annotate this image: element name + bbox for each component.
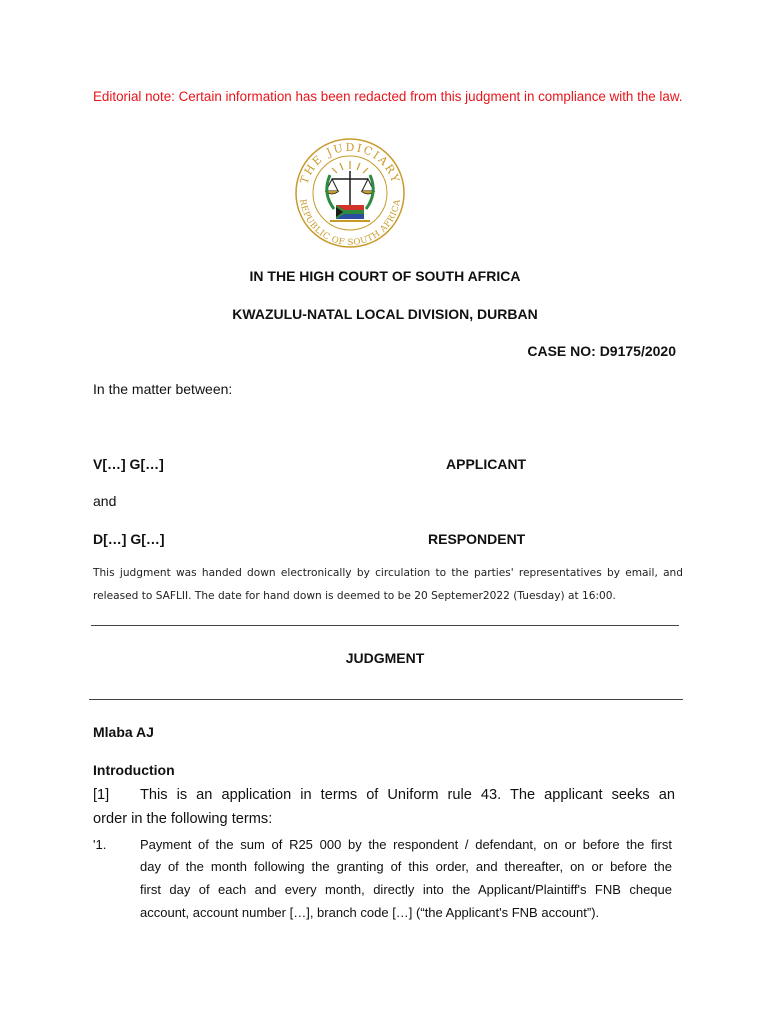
respondent-role: RESPONDENT bbox=[428, 531, 526, 547]
svg-text:REPUBLIC OF SOUTH AFRICA: REPUBLIC OF SOUTH AFRICA bbox=[297, 198, 403, 249]
paragraph-1-line-1: This is an application in terms of Uniform rule 43. The applicant seeks an bbox=[140, 787, 675, 803]
court-title: IN THE HIGH COURT OF SOUTH AFRICA bbox=[249, 268, 521, 284]
divider-bottom bbox=[89, 699, 683, 700]
respondent-name: D[…] G[…] bbox=[93, 531, 165, 547]
item-1-line-4: account, account number […], branch code […] (“the Applicant's FNB account”). bbox=[140, 905, 600, 920]
item-1-number: '1. bbox=[93, 837, 107, 852]
editorial-note: Editorial note: Certain information has been redacted from this judgment in compliance with the law. bbox=[93, 89, 683, 104]
applicant-role: APPLICANT bbox=[446, 456, 527, 472]
division-title: KWAZULU-NATAL LOCAL DIVISION, DURBAN bbox=[232, 306, 538, 322]
judgment-heading: JUDGMENT bbox=[345, 650, 425, 666]
item-1-line-3: first day of each and every month, directly into the Applicant/Plaintiff's FNB cheque bbox=[140, 882, 672, 897]
divider-top bbox=[91, 625, 679, 626]
case-number: CASE NO: D9175/2020 bbox=[527, 343, 676, 359]
paragraph-1-line-2: order in the following terms: bbox=[93, 811, 273, 827]
handed-down-line-2: released to SAFLII. The date for hand down is deemed to be 20 Septemer2022 (Tuesday) at 16:00. bbox=[93, 590, 616, 602]
applicant-name: V[…] G[…] bbox=[93, 456, 164, 472]
and-text: and bbox=[93, 493, 117, 509]
item-1-line-2: day of the month following the granting of this order, and thereafter, on or before the bbox=[140, 859, 672, 874]
section-heading: Introduction bbox=[93, 762, 175, 778]
paragraph-1-number: [1] bbox=[93, 787, 110, 803]
item-1-line-1: Payment of the sum of R25 000 by the respondent / defendant, on or before the first bbox=[140, 837, 672, 852]
judge-name: Mlaba AJ bbox=[93, 724, 154, 740]
matter-between: In the matter between: bbox=[93, 381, 233, 397]
handed-down-line-1: This judgment was handed down electronically by circulation to the parties' representatives by email, and bbox=[93, 567, 683, 579]
judiciary-seal bbox=[286, 135, 414, 250]
svg-text:THE JUDICIARY: THE JUDICIARY bbox=[297, 140, 403, 186]
judiciary-seal-icon bbox=[286, 135, 414, 250]
